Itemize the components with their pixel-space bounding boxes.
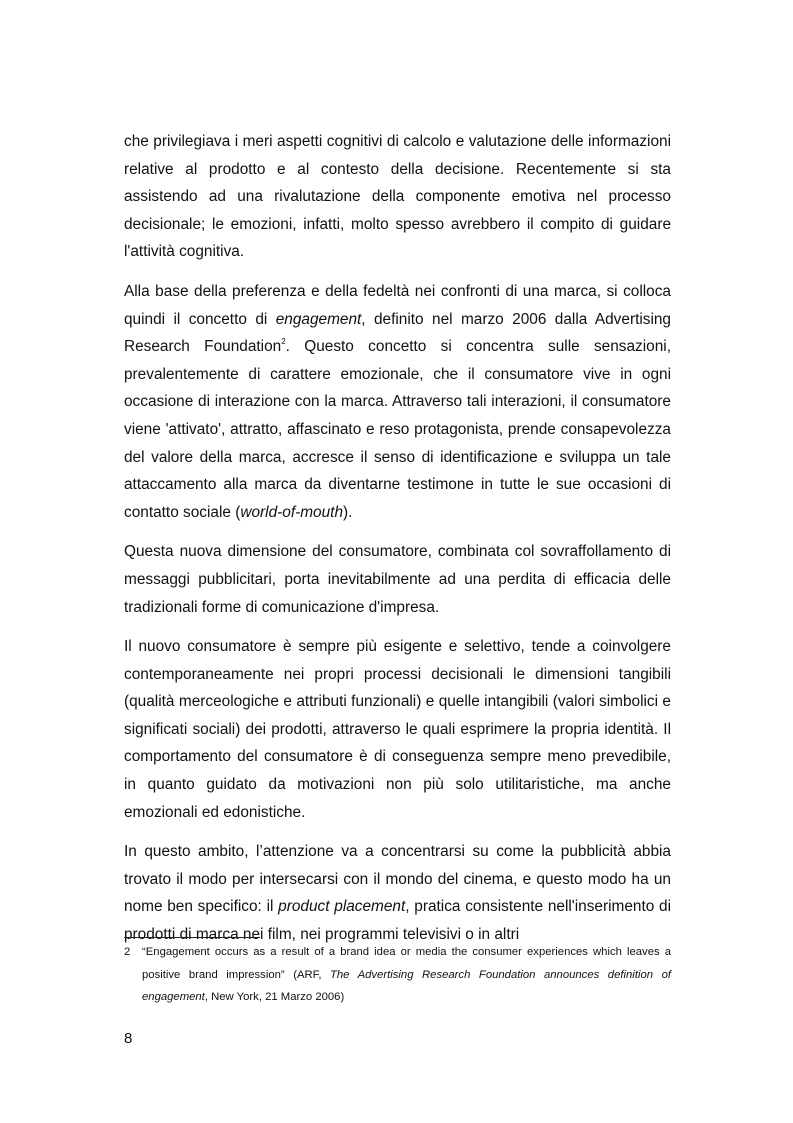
- paragraph-5-text-a: In questo ambito, l’attenzione va a concentrarsi su come la pubblicità abbia trovato il modo per intersecarsi con il mondo del cinema, e questo modo ha un nome ben specifico: il: [124, 843, 671, 916]
- paragraph-3-text: Questa nuova dimensione del consumatore, combinata col sovraffollamento di messaggi pubblicitari, porta inevitabilmente ad una perdita di efficacia delle tradizionali forme di comunicazione d'impresa.: [124, 543, 671, 616]
- footnote-reference[interactable]: 2: [281, 337, 286, 347]
- footnote-body: [142, 941, 671, 1009]
- footnote-separator: [124, 937, 260, 938]
- paragraph-2: [124, 278, 671, 526]
- page-number: 8: [124, 1030, 133, 1047]
- paragraph-4: [124, 633, 671, 826]
- paragraph-5: [124, 838, 671, 948]
- paragraph-2-text-b: , definito nel marzo 2006 dalla Advertising Research Foundation: [124, 310, 671, 356]
- world-of-mouth-term: world-of-mouth: [240, 503, 343, 521]
- body-text: [124, 128, 671, 961]
- footnote: [124, 941, 671, 1009]
- paragraph-1-text: che privilegiava i meri aspetti cognitivi di calcolo e valutazione delle informazioni relative al prodotto e al contesto della decisione. Recentemente si sta assistendo ad una rivalutazione della componente emotiva nel processo decisionale; le emozioni, infatti, molto spesso avrebbero il compito di guidare l'attività cognitiva.: [124, 133, 671, 261]
- paragraph-4-text: Il nuovo consumatore è sempre più esigente e selettivo, tende a coinvolgere contemporaneamente nei propri processi decisionali le dimensioni tangibili (qualità merceologiche e attributi funzionali) e quelle intangibili (valori simbolici e significati sociali) dei prodotti, attraverso le quali esprimere la propria identità. Il comportamento del consumatore è di conseguenza sempre meno prevedibile, in quanto guidato da motivazioni non più solo utilitaristiche, ma anche emozionali ed edonistiche.: [124, 638, 671, 821]
- engagement-term: engagement: [275, 310, 362, 328]
- footnote-number: 2: [124, 946, 131, 958]
- paragraph-1: [124, 128, 671, 266]
- footnote-text-b: , New York, 21 Marzo 2006): [204, 991, 345, 1003]
- footnote-citation-title: The Advertising Research Foundation announces definition of engagement: [142, 968, 671, 1003]
- paragraph-2-text-a: Alla base della preferenza e della fedeltà nei confronti di una marca, si colloca quindi il concetto di: [124, 282, 671, 328]
- footnote-text-a: “Engagement occurs as a result of a brand idea or media the consumer experiences which leaves a positive brand impression” (ARF,: [142, 946, 671, 981]
- paragraph-2-text-d: ).: [343, 503, 353, 521]
- product-placement-term: product placement: [278, 898, 406, 916]
- paragraph-5-text-b: , pratica consistente nell'inserimento di prodotti di marca nei film, nei programmi televisivi o in altri: [124, 898, 672, 944]
- paragraph-3: [124, 538, 671, 621]
- paragraph-2-text-c: . Questo concetto si concentra sulle sensazioni, prevalentemente di carattere emozionale, che il consumatore vive in ogni occasione di interazione con la marca. Attraverso tali interazioni, il consumatore viene 'attivato', attratto, affascinato e reso protagonista, prende consapevolezza del valore della marca, accresce il senso di identificazione e sviluppa un tale attaccamento alla marca da diventarne testimone in tutte le sue occasioni di contatto sociale (: [124, 338, 671, 521]
